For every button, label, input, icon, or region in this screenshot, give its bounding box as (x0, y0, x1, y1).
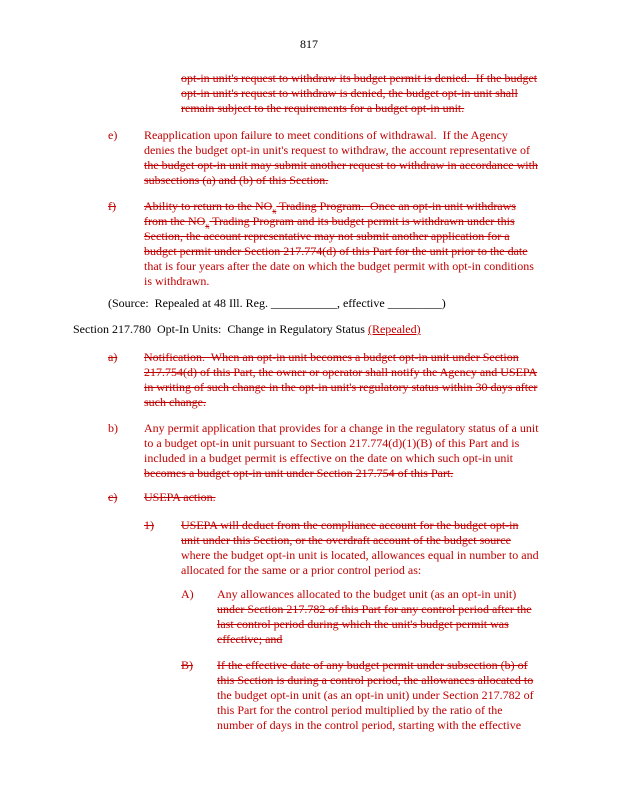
text-segment: Section 217.780 Opt-In Units: Change in Regulatory Status (73, 322, 368, 336)
text-line (108, 128, 117, 142)
text-segment: is withdrawn. (144, 274, 210, 288)
text-line (217, 673, 533, 687)
text-line (181, 533, 511, 547)
text-segment: the budget opt-in unit may submit another request to withdraw in accordance with (144, 158, 538, 172)
text-line (217, 703, 503, 717)
text-line (217, 587, 516, 601)
text-segment: A) (181, 587, 194, 601)
text-segment: subsections (a) and (b) of this Section. (144, 173, 329, 187)
text-segment: Trading Program. Once an opt-in unit withdraws (276, 199, 516, 213)
text-segment: effective; and (217, 632, 283, 646)
text-line (108, 199, 116, 213)
text-line (181, 518, 518, 532)
text-line (181, 548, 539, 562)
text-segment: Reapplication upon failure to meet conditions of withdrawal. If the Agency (144, 128, 508, 142)
text-line (144, 143, 530, 157)
text-segment: f) (108, 199, 116, 213)
text-line (144, 421, 539, 435)
page-number: 817 (300, 37, 318, 51)
text-line (181, 658, 193, 672)
text-segment: from the NO (144, 214, 206, 228)
text-segment: b) (108, 421, 118, 435)
text-segment: USEPA will deduct from the compliance account for the budget opt-in (181, 518, 519, 532)
text-segment: e) (108, 128, 118, 142)
text-segment: the budget opt-in unit (as an opt-in unit) under Section 217.782 of (217, 688, 534, 702)
text-segment: B) (181, 658, 193, 672)
text-line (108, 296, 446, 310)
text-line (144, 128, 508, 142)
text-line (181, 587, 194, 601)
text-segment: Ability to return to the NO (144, 199, 273, 213)
text-segment: USEPA action. (144, 490, 216, 504)
text-line (144, 199, 516, 216)
text-line (217, 688, 534, 702)
text-line (144, 229, 510, 243)
text-segment: (Repealed) (367, 322, 421, 336)
text-line (144, 214, 515, 231)
text-line (144, 244, 528, 258)
text-line (144, 490, 216, 504)
text-line (144, 451, 513, 465)
text-line (144, 173, 328, 187)
text-segment: Any allowances allocated to the budget unit (as an opt-in unit) (217, 587, 517, 601)
text-segment: last control period during which the unit's budget permit was (217, 617, 509, 631)
text-line (144, 365, 537, 379)
text-segment: opt-in unit's request to withdraw its budget permit is denied. If the budget (181, 71, 538, 85)
text-line (144, 436, 519, 450)
text-segment: remain subject to the requirements for a budget opt-in unit. (181, 101, 465, 115)
text-segment: opt-in unit's request to withdraw is denied, the budget opt-in unit shall (181, 86, 518, 100)
text-segment: Notification. When an opt-in unit becomes a budget opt-in unit under Section (144, 350, 519, 364)
text-segment: this Part for the control period multiplied by the ratio of the (217, 703, 503, 717)
text-segment: in writing of such change in the opt-in unit's regulatory status within 30 days after (144, 380, 538, 394)
text-segment: 217.754(d) of this Part, the owner or operator shall notify the Agency and USEPA (144, 365, 538, 379)
text-segment: Trading Program and its budget permit is withdrawn under this (209, 214, 515, 228)
text-segment: a) (108, 350, 118, 364)
text-segment: x (205, 221, 210, 231)
text-line (144, 380, 537, 394)
text-line (181, 86, 518, 100)
text-line (108, 490, 117, 504)
text-line (181, 71, 537, 85)
text-line (217, 658, 528, 672)
text-segment: to a budget opt-in unit pursuant to Section 217.774(d)(1)(B) of this Part and is (144, 436, 520, 450)
text-segment: 1) (144, 518, 154, 532)
text-segment: number of days in the control period, starting with the effective (217, 718, 522, 732)
text-line (144, 350, 519, 364)
text-line (73, 322, 421, 336)
text-line (108, 421, 118, 435)
text-segment: (Source: Repealed at 48 Ill. Reg. ___________, effective _________) (108, 296, 446, 310)
text-segment: Any permit application that provides for a change in the regulatory status of a unit (144, 421, 539, 435)
text-line (144, 274, 209, 288)
text-segment: such change. (144, 395, 206, 409)
text-segment: c) (108, 490, 118, 504)
text-line (144, 158, 538, 172)
text-segment: allocated for the same or a prior control period as: (181, 563, 422, 577)
text-segment: x (272, 206, 277, 216)
text-line (181, 101, 464, 115)
text-segment: denies the budget opt-in unit's request to withdraw, the account representative of (144, 143, 530, 157)
text-line (217, 632, 282, 646)
text-segment: unit under this Section, or the overdraft account of the budget source (181, 533, 511, 547)
text-line (217, 718, 521, 732)
text-line (108, 350, 117, 364)
text-segment: becomes a budget opt-in unit under Section 217.754 of this Part. (144, 466, 454, 480)
text-line (144, 518, 154, 532)
text-segment: included in a budget permit is effective on the date on which such opt-in unit (144, 451, 514, 465)
text-segment: budget permit under Section 217.774(d) of this Part for the unit prior to the date (144, 244, 528, 258)
text-segment: that is four years after the date on which the budget permit with opt-in conditions (144, 259, 534, 273)
text-line (144, 466, 453, 480)
text-segment: If the effective date of any budget permit under subsection (b) of (217, 658, 528, 672)
text-line (217, 617, 509, 631)
text-line (181, 563, 421, 577)
text-line (144, 259, 534, 273)
text-segment: this Section is during a control period, the allowances allocated to (217, 673, 534, 687)
text-line (217, 602, 532, 616)
text-segment: Section, the account representative may not submit another application for a (144, 229, 510, 243)
text-segment: under Section 217.782 of this Part for any control period after the (217, 602, 532, 616)
text-line (144, 395, 206, 409)
text-segment: where the budget opt-in unit is located, allowances equal in number to and (181, 548, 539, 562)
